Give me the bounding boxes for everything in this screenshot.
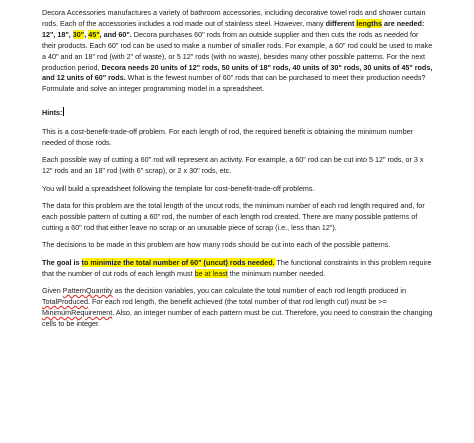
p7-text-a: Given xyxy=(42,286,63,296)
minimum-requirement-name: MinimumRequirement xyxy=(42,307,113,317)
demand-requirements: Decora needs 20 units of 12" rods, 50 units of 18" rods, 40 units of 30" rods, 30 units of 45" rods, and 12 units of 60" rods. xyxy=(42,62,433,83)
hints-heading-row xyxy=(42,107,434,119)
p7-text-c: as the decision variables, you can calculate the total number of each rod length produced in xyxy=(112,286,407,296)
hint-paragraph-4: The data for this problem are the total length of the uncut rods, the minimum number of each rod length required and, for each possible pattern of cutting a 60" rod, the number of each length rod created. There are many possible patterns of cutting a 60" rod that either leave no scrap or an unusable piece of scrap (i.e., less than 12"). xyxy=(42,201,425,232)
hints-heading: Hints: xyxy=(42,108,63,118)
highlight-30: 30" xyxy=(72,29,85,39)
intro-text-6: , xyxy=(84,29,89,39)
goal-text: The functional constraints in this problem require that the number of cut rods of each length must xyxy=(42,257,432,278)
pattern-quantity-name: PatternQuantity xyxy=(62,286,113,296)
intro-text-11: What is the fewest number of 60" rods that can be purchased to meet their production needs? Formulate and solve an integer programming model in a spreadsheet. xyxy=(42,73,426,94)
hint-paragraph-3: You will build a spreadsheet following the template for cost-benefit-trade-off problems. xyxy=(42,183,315,193)
goal-label: The goal is xyxy=(42,257,82,267)
highlight-45: 45" xyxy=(88,29,100,39)
intro-text-1: Decora Accessories manufactures a variety of bathroom accessories, including decorative towel rods and shower curtain rods. Each of the accessories includes a rod made out of stainless steel. However, many xyxy=(42,8,426,28)
hint-paragraph-2: Each possible way of cutting a 60" rod will represent an activity. For example, a 60" rod can be cut into 5 12" rods, or 3 x 12" rods and an 18" rod (with 6" scrap), or 2 x 30" rods, etc. xyxy=(42,155,424,176)
text-cursor xyxy=(63,107,64,116)
total-produced-name: TotalProduced xyxy=(42,297,88,307)
intro-text-8: , and 60". xyxy=(99,29,132,39)
hint-paragraph-7 xyxy=(42,286,434,330)
at-least-highlight: be at least xyxy=(194,268,228,278)
intro-text-2: different xyxy=(325,18,357,28)
goal-text-end: the minimum number needed. xyxy=(227,268,326,278)
hint-paragraph-1: This is a cost-benefit-trade-off problem. For each length of rod, the required benefit is obtaining the minimum number needed of those rods. xyxy=(42,127,414,148)
intro-text-9: Decora purchases 60" rods from an outside supplier and then cuts the rods as needed for their products. Each 60" rod can be used to make a number of smaller rods. For example, a 60" rod could be used to make a 40" and an 18" rod (with 2" of waste), or 5 12" rods (with no waste), besides many other possible patterns. For the next production period, xyxy=(42,29,433,72)
goal-highlight: to minimize the total number of 60" (uncut) rods needed. xyxy=(81,257,275,267)
highlight-lengths: lengths xyxy=(356,18,382,28)
intro-text-4: are needed: 12", 18", xyxy=(42,18,425,39)
p7-text-g: . Also, an integer number of each pattern must be cut. Therefore, you need to constrain the changing cells to be integer. xyxy=(42,307,433,328)
problem-statement xyxy=(42,8,434,95)
p7-text-e: . For each rod length, the benefit achieved (the total number of that rod length cut) must be >= xyxy=(87,297,387,307)
hint-paragraph-6 xyxy=(42,258,434,280)
hint-paragraph-5: The decisions to be made in this problem are how many rods should be cut into each of the possible patterns. xyxy=(42,240,391,250)
